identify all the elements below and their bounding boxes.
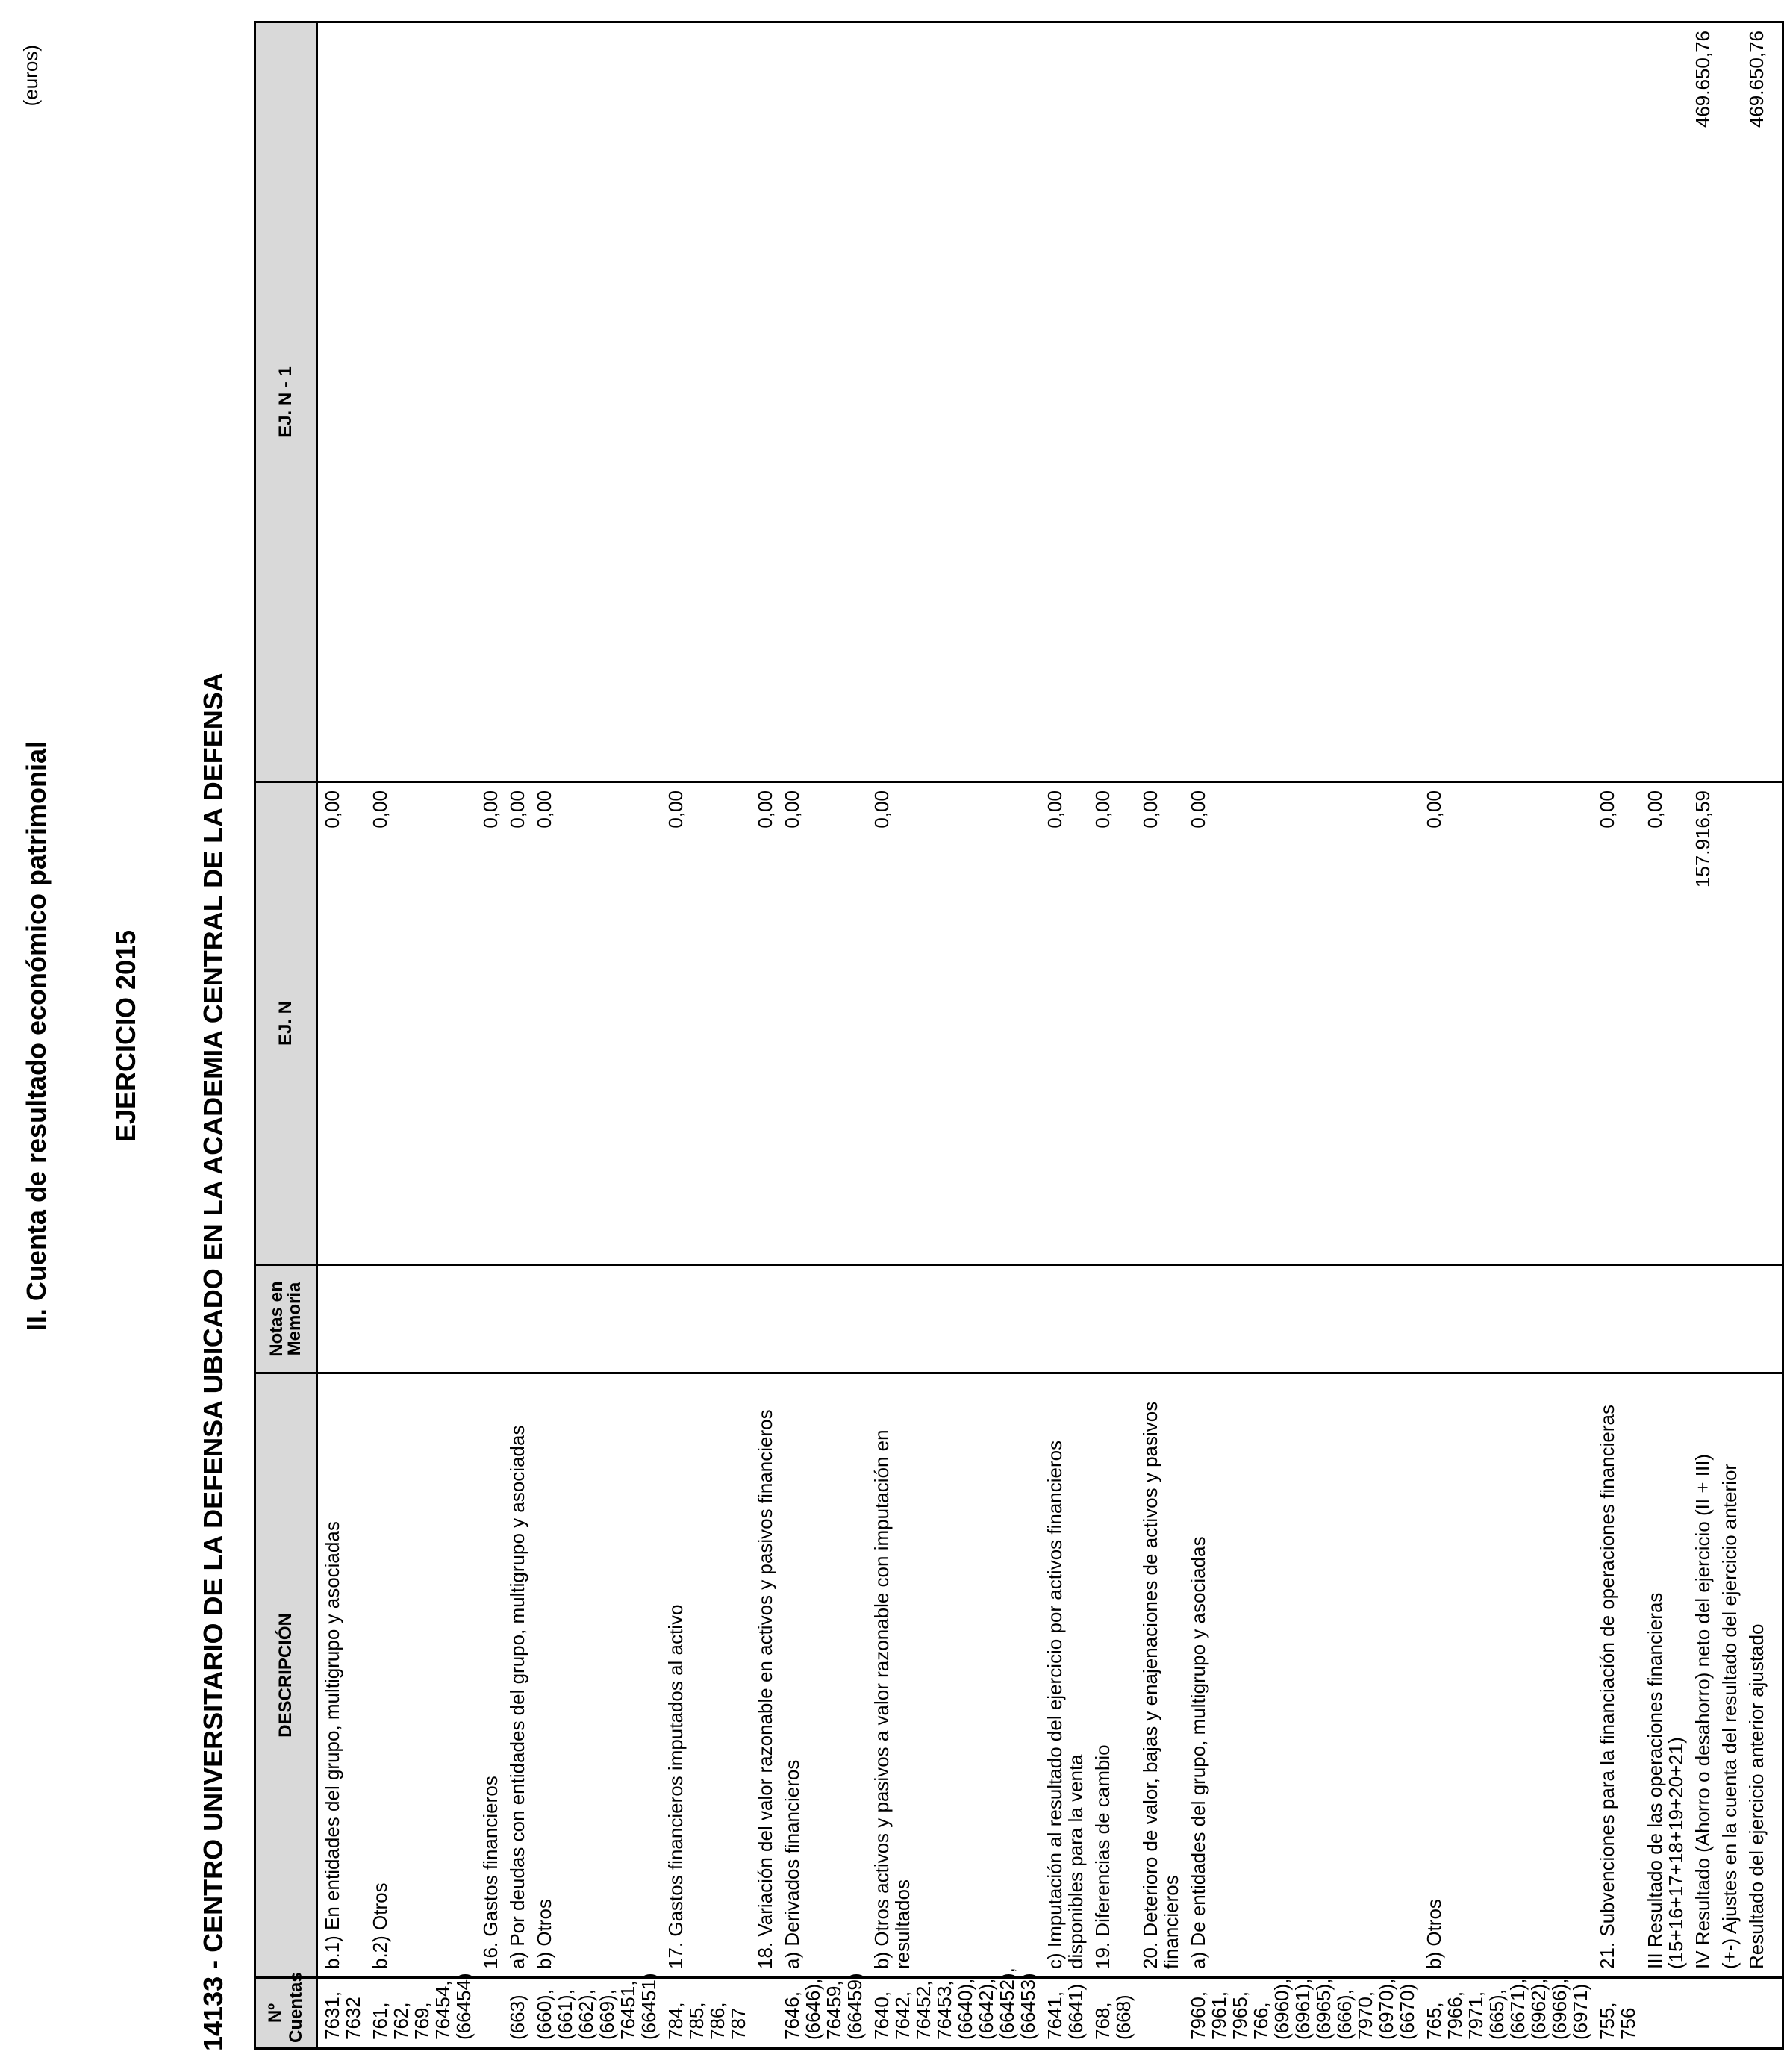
table-row — [1688, 22, 1715, 2049]
currency-units: (euros) — [19, 45, 42, 107]
cell-ej-n: 0,00 — [1420, 782, 1593, 1265]
table-row — [1136, 22, 1184, 2049]
cell-ej-n1 — [317, 22, 367, 782]
cell-cuentas: 755, 756 — [1593, 1978, 1641, 2049]
cell-descripcion: IV Resultado (Ahorro o desahorro) neto del ejercicio (II + III) — [1688, 1373, 1715, 1978]
cell-cuentas: 7641, (6641) — [1041, 1978, 1088, 2049]
col-header-ej-n1: EJ. N - 1 — [255, 22, 317, 782]
table-row — [503, 22, 530, 2049]
cell-cuentas: (663) — [503, 1978, 530, 2049]
table-header-row — [255, 22, 317, 2049]
cell-descripcion: b) Otros — [1420, 1373, 1593, 1978]
cell-cuentas: 761, 762, 769, 76454, (66454) — [366, 1978, 476, 2049]
cell-ej-n: 0,00 — [867, 782, 1041, 1265]
table-row — [317, 22, 367, 2049]
cell-ej-n1 — [1641, 22, 1688, 782]
cell-descripcion: (+-) Ajustes en la cuenta del resultado del ejercicio anterior — [1715, 1373, 1742, 1978]
cell-cuentas: 765, 7966, 7971, (665), (6671), (6962), (6966), (6971) — [1420, 1978, 1593, 2049]
cell-notas — [476, 1265, 503, 1373]
cell-ej-n1: 469.650,76 — [1742, 22, 1783, 782]
cell-ej-n1 — [778, 22, 867, 782]
table-row — [1641, 22, 1688, 2049]
cell-cuentas — [1136, 1978, 1184, 2049]
cell-cuentas — [476, 1978, 503, 2049]
cell-cuentas — [1742, 1978, 1783, 2049]
table-row — [530, 22, 661, 2049]
table-row — [1593, 22, 1641, 2049]
cell-cuentas — [751, 1978, 778, 2049]
cell-ej-n: 0,00 — [1088, 782, 1136, 1265]
cell-ej-n1 — [751, 22, 778, 782]
cell-ej-n: 0,00 — [661, 782, 751, 1265]
table-row — [751, 22, 778, 2049]
income-statement-table — [254, 21, 1784, 2050]
cell-notas — [751, 1265, 778, 1373]
cell-notas — [1641, 1265, 1688, 1373]
cell-notas — [1742, 1265, 1783, 1373]
cell-notas — [530, 1265, 661, 1373]
cell-ej-n: 157.916,59 — [1688, 782, 1715, 1265]
cell-descripcion: 18. Variación del valor razonable en activos y pasivos financieros — [751, 1373, 778, 1978]
cell-ej-n — [1742, 782, 1783, 1265]
cell-notas — [867, 1265, 1041, 1373]
table-row — [1742, 22, 1783, 2049]
report-title: II. Cuenta de resultado económico patrimonial — [21, 740, 52, 1332]
cell-cuentas — [1688, 1978, 1715, 2049]
cell-ej-n1 — [1088, 22, 1136, 782]
cell-cuentas: 7640, 7642, 76452, 76453, (6640), (6642), (66452), (66453) — [867, 1978, 1041, 2049]
cell-descripcion: 21. Subvenciones para la financiación de operaciones financieras — [1593, 1373, 1641, 1978]
cell-descripcion: c) Imputación al resultado del ejercicio por activos financieros disponibles para la venta — [1041, 1373, 1088, 1978]
cell-ej-n1: 469.650,76 — [1688, 22, 1715, 782]
cell-notas — [661, 1265, 751, 1373]
cell-notas — [778, 1265, 867, 1373]
cell-descripcion: b) Otros activos y pasivos a valor razonable con imputación en resultados — [867, 1373, 1041, 1978]
cell-notas — [1041, 1265, 1088, 1373]
cell-notas — [317, 1265, 367, 1373]
cell-notas — [1593, 1265, 1641, 1373]
cell-cuentas: 7631, 7632 — [317, 1978, 367, 2049]
cell-notas — [1715, 1265, 1742, 1373]
cell-notas — [366, 1265, 476, 1373]
cell-ej-n1 — [1593, 22, 1641, 782]
cell-ej-n: 0,00 — [476, 782, 503, 1265]
cell-notas — [1420, 1265, 1593, 1373]
table-body — [317, 22, 1783, 2049]
cell-ej-n: 0,00 — [503, 782, 530, 1265]
cell-notas — [503, 1265, 530, 1373]
cell-descripcion: a) Por deudas con entidades del grupo, multigrupo y asociadas — [503, 1373, 530, 1978]
cell-ej-n1 — [476, 22, 503, 782]
col-header-ej-n: EJ. N — [255, 782, 317, 1265]
cell-descripcion: a) Derivados financieros — [778, 1373, 867, 1978]
cell-descripcion: Resultado del ejercicio anterior ajustado — [1742, 1373, 1783, 1978]
cell-ej-n1 — [366, 22, 476, 782]
cell-ej-n: 0,00 — [1136, 782, 1184, 1265]
table-row — [476, 22, 503, 2049]
cell-ej-n1 — [1184, 22, 1420, 782]
cell-descripcion: 20. Deterioro de valor, bajas y enajenaciones de activos y pasivos financieros — [1136, 1373, 1184, 1978]
exercise-year: EJERCICIO 2015 — [110, 929, 141, 1143]
cell-ej-n: 0,00 — [366, 782, 476, 1265]
cell-cuentas: 784, 785, 786, 787 — [661, 1978, 751, 2049]
cell-notas — [1184, 1265, 1420, 1373]
cell-ej-n1 — [1136, 22, 1184, 782]
cell-ej-n1 — [1041, 22, 1088, 782]
cell-ej-n: 0,00 — [1184, 782, 1420, 1265]
cell-descripcion: 16. Gastos financieros — [476, 1373, 503, 1978]
table-row — [1184, 22, 1420, 2049]
cell-ej-n1 — [530, 22, 661, 782]
cell-ej-n: 0,00 — [1641, 782, 1688, 1265]
cell-notas — [1688, 1265, 1715, 1373]
cell-descripcion: b.1) En entidades del grupo, multigrupo y asociadas — [317, 1373, 367, 1978]
cell-cuentas: 7646, (6646), 76459, (66459) — [778, 1978, 867, 2049]
cell-cuentas: 768, (668) — [1088, 1978, 1136, 2049]
entity-name: 14133 - CENTRO UNIVERSITARIO DE LA DEFENSA UBICADO EN LA ACADEMIA CENTRAL DE LA DEFENSA — [198, 673, 228, 2051]
cell-ej-n: 0,00 — [1041, 782, 1088, 1265]
cell-descripcion: III Resultado de las operaciones financieras (15+16+17+18+19+20+21) — [1641, 1373, 1688, 1978]
cell-ej-n1 — [867, 22, 1041, 782]
cell-descripcion: a) De entidades del grupo, multigrupo y asociadas — [1184, 1373, 1420, 1978]
cell-descripcion: b.2) Otros — [366, 1373, 476, 1978]
table-row — [1715, 22, 1742, 2049]
col-header-descripcion: DESCRIPCIÓN — [255, 1373, 317, 1978]
table-row — [867, 22, 1041, 2049]
cell-descripcion: 17. Gastos financieros imputados al activo — [661, 1373, 751, 1978]
col-header-cuentas: Nº Cuentas — [255, 1978, 317, 2049]
cell-ej-n: 0,00 — [317, 782, 367, 1265]
cell-cuentas — [1715, 1978, 1742, 2049]
cell-ej-n: 0,00 — [778, 782, 867, 1265]
cell-ej-n: 0,00 — [751, 782, 778, 1265]
cell-descripcion: b) Otros — [530, 1373, 661, 1978]
col-header-notas: Notas en Memoria — [255, 1265, 317, 1373]
cell-cuentas: (660), (661), (662), (669), 76451, (66451) — [530, 1978, 661, 2049]
cell-ej-n1 — [1715, 22, 1742, 782]
cell-descripcion: 19. Diferencias de cambio — [1088, 1373, 1136, 1978]
cell-ej-n: 0,00 — [530, 782, 661, 1265]
table-row — [778, 22, 867, 2049]
table-row — [366, 22, 476, 2049]
cell-ej-n1 — [503, 22, 530, 782]
cell-ej-n1 — [661, 22, 751, 782]
cell-cuentas — [1641, 1978, 1688, 2049]
cell-cuentas: 7960, 7961, 7965, 766, (6960), (6961), (6965), (666), 7970, (6970), (6670) — [1184, 1978, 1420, 2049]
table-row — [1088, 22, 1136, 2049]
cell-ej-n — [1715, 782, 1742, 1265]
table-row — [1041, 22, 1088, 2049]
cell-ej-n: 0,00 — [1593, 782, 1641, 1265]
table-row — [661, 22, 751, 2049]
cell-notas — [1088, 1265, 1136, 1373]
cell-ej-n1 — [1420, 22, 1593, 782]
table-row — [1420, 22, 1593, 2049]
cell-notas — [1136, 1265, 1184, 1373]
